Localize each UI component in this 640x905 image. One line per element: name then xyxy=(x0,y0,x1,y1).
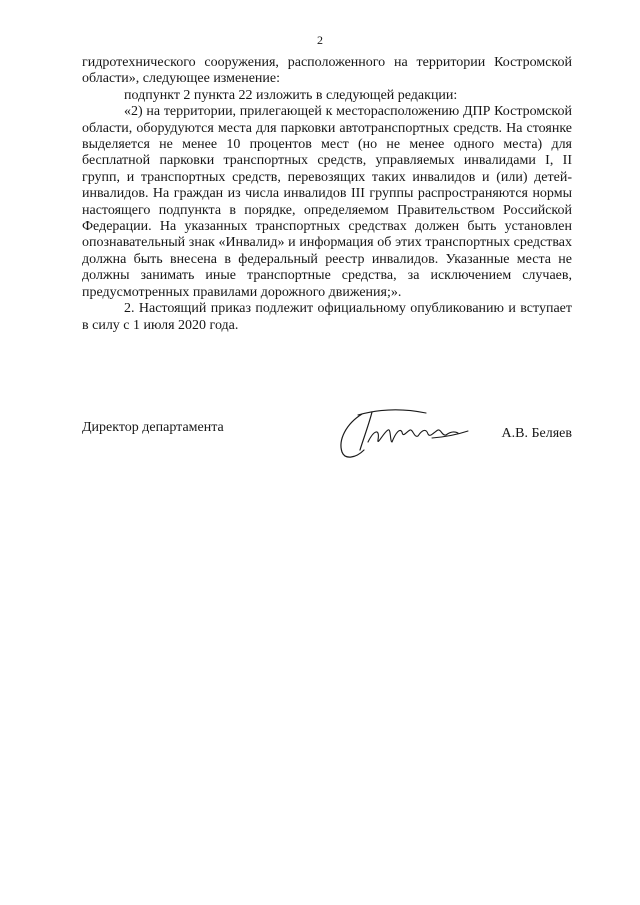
paragraph-amendment-text: «2) на территории, прилегающей к месторасположению ДПР Костромской области, оборудуются места для парковки автотранспортных средств. На стоянке выделяется не менее 10 процентов мест (но не менее одного места) для бесплатной парковки транспортных средств, управляемых инвалидами I, II групп, и транспортных средств, перевозящих таких инвалидов и (или) детей-инвалидов. На граждан из числа инвалидов III группы распространяются нормы настоящего подпункта в порядке, определяемом Правительством Российской Федерации. На указанных транспортных средствах должен быть установлен опознавательный знак «Инвалид» и информация об этих транспортных средствах должна быть внесена в федеральный реестр инвалидов. Указанные места не должны занимать иные транспортные средства, за исключением случаев, предусмотренных правилами дорожного движения;». xyxy=(82,104,572,300)
signature-block xyxy=(82,402,572,462)
page-number: 2 xyxy=(317,33,323,47)
signer-name: А.В. Беляев xyxy=(501,426,572,441)
paragraph-publication: 2. Настоящий приказ подлежит официальному опубликованию и вступает в силу с 1 июля 2020 года. xyxy=(82,301,572,333)
signer-title: Директор департамента xyxy=(82,420,224,435)
paragraph-continuation: гидротехнического сооружения, расположенного на территории Костромской области», следующее изменение: xyxy=(82,55,572,87)
handwritten-signature xyxy=(334,402,484,462)
paragraph-amendment-intro: подпункт 2 пункта 22 изложить в следующей редакции: xyxy=(124,87,458,103)
document-body xyxy=(82,55,572,334)
